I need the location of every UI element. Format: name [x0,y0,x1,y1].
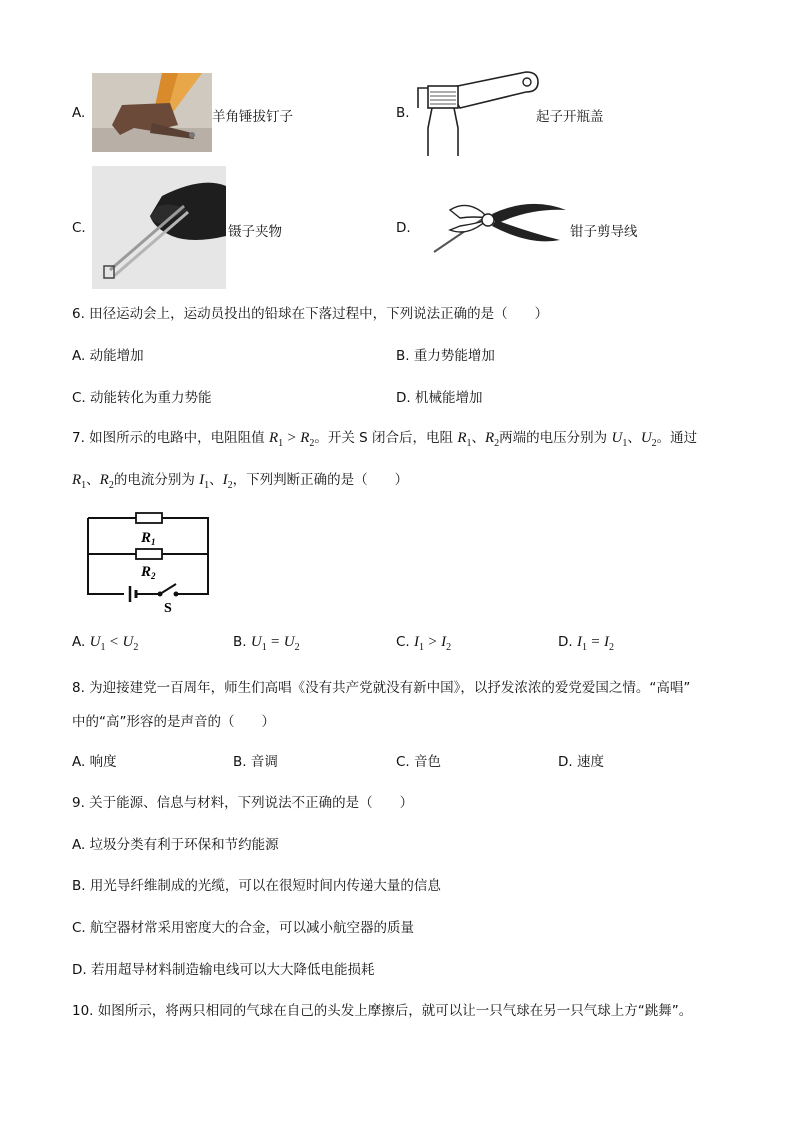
tweezers-image [92,166,226,289]
q8-option-b: B. 音调 [233,754,278,770]
q6-option-c: C. 动能转化为重力势能 [72,390,212,406]
switch-s [160,584,176,594]
option-c-letter: C. [72,220,86,236]
option-c-caption: 镊子夹物 [228,224,282,240]
q9-option-d: D. 若用超导材料制造输电线可以大大降低电能损耗 [72,962,375,978]
switch-label: S [164,601,172,614]
q8-stem-line1: 8. 为迎接建党一百周年，师生们高唱《没有共产党就没有新中国》，以抒发浓浓的爱党爱国之情。“高唱” [72,680,691,696]
q8-option-d: D. 速度 [558,754,604,770]
r2-label: $R_2$ [141,564,156,581]
q6-stem: 6. 田径运动会上，运动员投出的铅球在下落过程中，下列说法正确的是（ ） [72,306,549,322]
q9-stem: 9. 关于能源、信息与材料，下列说法不正确的是（ ） [72,795,414,811]
q8-option-c: C. 音色 [396,754,442,770]
q8-stem-line2: 中的“高”形容的是声音的（ ） [72,714,275,730]
option-d-caption: 钳子剪导线 [570,224,638,240]
resistor-r1 [136,513,162,523]
q9-option-a: A. 垃圾分类有利于环保和节约能源 [72,837,279,853]
q10-stem: 10. 如图所示，将两只相同的气球在自己的头发上摩擦后，就可以让一只气球在另一只气球上方“跳舞”。 [72,1003,693,1019]
q6-option-b: B. 重力势能增加 [396,348,495,364]
q9-option-b: B. 用光导纤维制成的光缆，可以在很短时间内传递大量的信息 [72,878,441,894]
option-a-caption: 羊角锤拔钉子 [212,109,293,125]
option-d-letter: D. [396,220,411,236]
circuit-diagram [84,512,216,614]
q7-option-c: C. $I_1 > I_2$ [396,634,452,653]
option-b-caption: 起子开瓶盖 [536,109,604,125]
option-b-letter: B. [396,105,410,121]
r1-label: $R_1$ [141,530,156,547]
q8-option-a: A. 响度 [72,754,117,770]
q6-option-d: D. 机械能增加 [396,390,483,406]
q7-stem-line2: $R_1$、$R_2$的电流分别为 $I_1$、$I_2$，下列判断正确的是（ ） [72,472,409,491]
hammer-image [92,73,212,152]
q7-option-b: B. $U_1 = U_2$ [233,634,300,653]
q7-option-d: D. $I_1 = I_2$ [558,634,615,653]
q7-stem-line1: 7. 如图所示的电路中，电阻阻值 $R_1 > R_2$。开关 S 闭合后，电阻 $R_1$、$R_2$两端的电压分别为 $U_1$、$U_2$。通过 [72,430,698,449]
option-a-letter: A. [72,105,86,121]
q9-option-c: C. 航空器材常采用密度大的合金，可以减小航空器的质量 [72,920,415,936]
q6-option-a: A. 动能增加 [72,348,144,364]
resistor-r2 [136,549,162,559]
q7-option-a: A. $U_1 < U_2$ [72,634,139,653]
bottle-opener-image [414,68,544,156]
pliers-image [430,196,568,256]
